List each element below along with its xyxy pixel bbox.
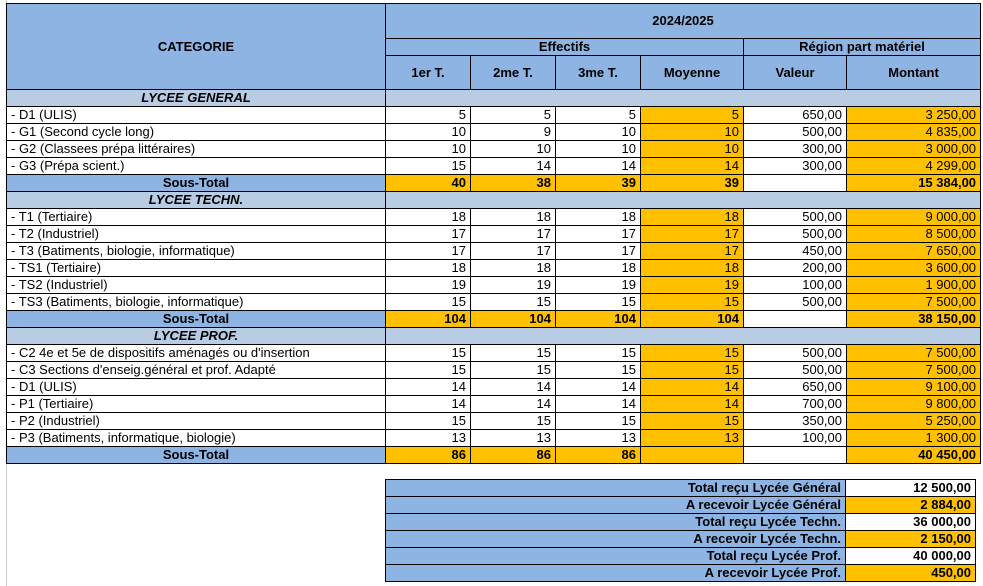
cell-t1[interactable]: 14 [386,379,471,396]
cell-montant[interactable]: 9 100,00 [847,379,981,396]
section-title-fill[interactable] [386,192,981,209]
total-value[interactable]: 40 000,00 [846,548,976,565]
table-row [7,277,981,294]
table-row [7,396,981,413]
header-col-t3[interactable]: 3me T. [556,56,641,90]
cell-moyenne[interactable]: 15 [641,413,744,430]
cell-t3[interactable]: 14 [556,396,641,413]
cell-valeur[interactable]: 650,00 [744,107,847,124]
cell-t1[interactable]: 5 [386,107,471,124]
cell-t2[interactable]: 18 [471,209,556,226]
cell-t2[interactable]: 15 [471,413,556,430]
cell-t2[interactable]: 9 [471,124,556,141]
cell-moyenne[interactable]: 10 [641,124,744,141]
cell-t1[interactable]: 10 [386,141,471,158]
total-row [386,497,976,514]
table-row [7,413,981,430]
cell-valeur[interactable]: 100,00 [744,277,847,294]
cell-montant[interactable]: 3 250,00 [847,107,981,124]
row-label[interactable]: - C3 Sections d'enseig.général et prof. Adapté [7,362,386,379]
table-row [7,141,981,158]
cell-moyenne[interactable]: 15 [641,345,744,362]
cell-t1[interactable]: 15 [386,362,471,379]
cell-t1[interactable]: 15 [386,413,471,430]
cell-moyenne[interactable]: 19 [641,277,744,294]
totals-table [385,479,976,582]
cell-t3[interactable]: 19 [556,277,641,294]
row-label[interactable]: - TS3 (Batiments, biologie, informatique) [7,294,386,311]
total-label[interactable]: A recevoir Lycée Techn. [386,531,846,548]
total-value[interactable]: 2 150,00 [846,531,976,548]
total-value[interactable]: 450,00 [846,565,976,582]
cell-t2[interactable]: 14 [471,158,556,175]
cell-moyenne[interactable]: 5 [641,107,744,124]
table-row [7,294,981,311]
subtotal-row [7,175,981,192]
subtotal-label[interactable]: Sous-Total [7,311,386,328]
total-value[interactable]: 36 000,00 [846,514,976,531]
subtotal-valeur[interactable] [744,175,847,192]
table-row [7,226,981,243]
cell-t2[interactable]: 14 [471,396,556,413]
total-value[interactable]: 2 884,00 [846,497,976,514]
cell-valeur[interactable]: 700,00 [744,396,847,413]
cell-t1[interactable]: 10 [386,124,471,141]
cell-t1[interactable]: 18 [386,260,471,277]
cell-t3[interactable]: 15 [556,345,641,362]
cell-t3[interactable]: 13 [556,430,641,447]
cell-montant[interactable]: 7 500,00 [847,294,981,311]
subtotal-montant[interactable]: 40 450,00 [847,447,981,464]
cell-montant[interactable]: 4 299,00 [847,158,981,175]
table-row [7,243,981,260]
subtotal-montant[interactable]: 38 150,00 [847,311,981,328]
header-categorie[interactable]: CATEGORIE [7,4,386,90]
cell-valeur[interactable]: 500,00 [744,226,847,243]
cell-t2[interactable]: 5 [471,107,556,124]
cell-t3[interactable]: 15 [556,294,641,311]
cell-t2[interactable]: 15 [471,362,556,379]
total-row [386,531,976,548]
cell-moyenne[interactable]: 13 [641,430,744,447]
total-row [386,548,976,565]
cell-valeur[interactable]: 450,00 [744,243,847,260]
subtotal-t1[interactable]: 40 [386,175,471,192]
row-label[interactable]: - G1 (Second cycle long) [7,124,386,141]
cell-valeur[interactable]: 500,00 [744,294,847,311]
cell-t3[interactable]: 5 [556,107,641,124]
subtotal-moyenne[interactable] [641,447,744,464]
cell-valeur[interactable]: 100,00 [744,430,847,447]
header-col-montant[interactable]: Montant [847,56,981,90]
cell-moyenne[interactable]: 18 [641,209,744,226]
cell-t2[interactable]: 18 [471,260,556,277]
cell-montant[interactable]: 7 650,00 [847,243,981,260]
cell-t2[interactable]: 15 [471,294,556,311]
row-label[interactable]: - T3 (Batiments, biologie, informatique) [7,243,386,260]
cell-t2[interactable]: 17 [471,226,556,243]
subtotal-t2[interactable]: 104 [471,311,556,328]
subtotal-t2[interactable]: 38 [471,175,556,192]
cell-t1[interactable]: 13 [386,430,471,447]
row-label[interactable]: - P2 (Industriel) [7,413,386,430]
cell-valeur[interactable]: 500,00 [744,209,847,226]
cell-valeur[interactable]: 300,00 [744,141,847,158]
row-label[interactable]: - TS1 (Tertiaire) [7,260,386,277]
table-row [7,260,981,277]
cell-t2[interactable]: 19 [471,277,556,294]
cell-t3[interactable]: 17 [556,243,641,260]
table-row [7,124,981,141]
cell-t1[interactable]: 17 [386,243,471,260]
total-label[interactable]: Total reçu Lycée Général [386,480,846,497]
cell-valeur[interactable]: 200,00 [744,260,847,277]
cell-t3[interactable]: 17 [556,226,641,243]
cell-montant[interactable]: 4 835,00 [847,124,981,141]
subtotal-moyenne[interactable]: 39 [641,175,744,192]
cell-valeur[interactable]: 500,00 [744,345,847,362]
subtotal-row [7,447,981,464]
cell-valeur[interactable]: 300,00 [744,158,847,175]
table-row [7,430,981,447]
row-label[interactable]: - G3 (Prépa scient.) [7,158,386,175]
cell-montant[interactable]: 7 500,00 [847,362,981,379]
header-effectifs[interactable]: Effectifs [386,39,744,56]
cell-valeur[interactable]: 650,00 [744,379,847,396]
cell-montant[interactable]: 8 500,00 [847,226,981,243]
total-label[interactable]: Total reçu Lycée Prof. [386,548,846,565]
row-label[interactable]: - D1 (ULIS) [7,379,386,396]
row-label[interactable]: - D1 (ULIS) [7,107,386,124]
cell-montant[interactable]: 9 000,00 [847,209,981,226]
total-value[interactable]: 12 500,00 [846,480,976,497]
row-label[interactable]: - T1 (Tertiaire) [7,209,386,226]
row-label[interactable]: - T2 (Industriel) [7,226,386,243]
table-row [7,345,981,362]
row-label[interactable]: - C2 4e et 5e de dispositifs aménagés ou d'insertion [7,345,386,362]
subtotal-t3[interactable]: 39 [556,175,641,192]
cell-moyenne[interactable]: 18 [641,260,744,277]
table-row [7,107,981,124]
row-label[interactable]: - P3 (Batiments, informatique, biologie) [7,430,386,447]
section-title[interactable]: LYCEE PROF. [7,328,386,345]
cell-moyenne[interactable]: 14 [641,158,744,175]
cell-t1[interactable]: 15 [386,158,471,175]
cell-valeur[interactable]: 500,00 [744,362,847,379]
row-label[interactable]: - P1 (Tertiaire) [7,396,386,413]
cell-t2[interactable]: 15 [471,345,556,362]
cell-t1[interactable]: 18 [386,209,471,226]
header-year[interactable]: 2024/2025 [386,4,981,39]
cell-valeur[interactable]: 350,00 [744,413,847,430]
cell-moyenne[interactable]: 17 [641,226,744,243]
table-row [7,209,981,226]
cell-t2[interactable]: 10 [471,141,556,158]
cell-montant[interactable]: 7 500,00 [847,345,981,362]
header-col-t1[interactable]: 1er T. [386,56,471,90]
cell-moyenne[interactable]: 14 [641,396,744,413]
total-row [386,565,976,582]
header-col-valeur[interactable]: Valeur [744,56,847,90]
cell-t3[interactable]: 18 [556,260,641,277]
cell-montant[interactable]: 9 800,00 [847,396,981,413]
cell-montant[interactable]: 3 000,00 [847,141,981,158]
cell-t3[interactable]: 10 [556,141,641,158]
subtotal-t3[interactable]: 86 [556,447,641,464]
row-label[interactable]: - TS2 (Industriel) [7,277,386,294]
cell-moyenne[interactable]: 15 [641,294,744,311]
cell-montant[interactable]: 1 900,00 [847,277,981,294]
cell-montant[interactable]: 3 600,00 [847,260,981,277]
header-col-t2[interactable]: 2me T. [471,56,556,90]
cell-t2[interactable]: 13 [471,430,556,447]
cell-montant[interactable]: 5 250,00 [847,413,981,430]
budget-table [6,3,981,464]
subtotal-label[interactable]: Sous-Total [7,447,386,464]
cell-t1[interactable]: 17 [386,226,471,243]
subtotal-t3[interactable]: 104 [556,311,641,328]
cell-t1[interactable]: 15 [386,294,471,311]
cell-t1[interactable]: 19 [386,277,471,294]
cell-t1[interactable]: 14 [386,396,471,413]
table-row [7,158,981,175]
table-row [7,362,981,379]
cell-t2[interactable]: 14 [471,379,556,396]
subtotal-montant[interactable]: 15 384,00 [847,175,981,192]
subtotal-label[interactable]: Sous-Total [7,175,386,192]
cell-t3[interactable]: 14 [556,158,641,175]
section-title[interactable]: LYCEE GENERAL [7,90,386,107]
cell-t3[interactable]: 15 [556,362,641,379]
section-title[interactable]: LYCEE TECHN. [7,192,386,209]
subtotal-row [7,311,981,328]
table-row [7,379,981,396]
total-row [386,480,976,497]
subtotal-t1[interactable]: 104 [386,311,471,328]
cell-moyenne[interactable]: 14 [641,379,744,396]
cell-moyenne[interactable]: 10 [641,141,744,158]
cell-valeur[interactable]: 500,00 [744,124,847,141]
total-row [386,514,976,531]
subtotal-t2[interactable]: 86 [471,447,556,464]
subtotal-valeur[interactable] [744,311,847,328]
cell-moyenne[interactable]: 17 [641,243,744,260]
cell-t3[interactable]: 14 [556,379,641,396]
cell-t3[interactable]: 15 [556,413,641,430]
header-region[interactable]: Région part matériel [744,39,981,56]
subtotal-valeur[interactable] [744,447,847,464]
row-label[interactable]: - G2 (Classees prépa littéraires) [7,141,386,158]
header-col-moyenne[interactable]: Moyenne [641,56,744,90]
cell-t3[interactable]: 18 [556,209,641,226]
total-label[interactable]: A recevoir Lycée Prof. [386,565,846,582]
subtotal-moyenne[interactable]: 104 [641,311,744,328]
cell-t1[interactable]: 15 [386,345,471,362]
section-title-fill[interactable] [386,90,981,107]
cell-moyenne[interactable]: 15 [641,362,744,379]
cell-t2[interactable]: 17 [471,243,556,260]
total-label[interactable]: A recevoir Lycée Général [386,497,846,514]
section-title-fill[interactable] [386,328,981,345]
cell-t3[interactable]: 10 [556,124,641,141]
total-label[interactable]: Total reçu Lycée Techn. [386,514,846,531]
cell-montant[interactable]: 1 300,00 [847,430,981,447]
subtotal-t1[interactable]: 86 [386,447,471,464]
